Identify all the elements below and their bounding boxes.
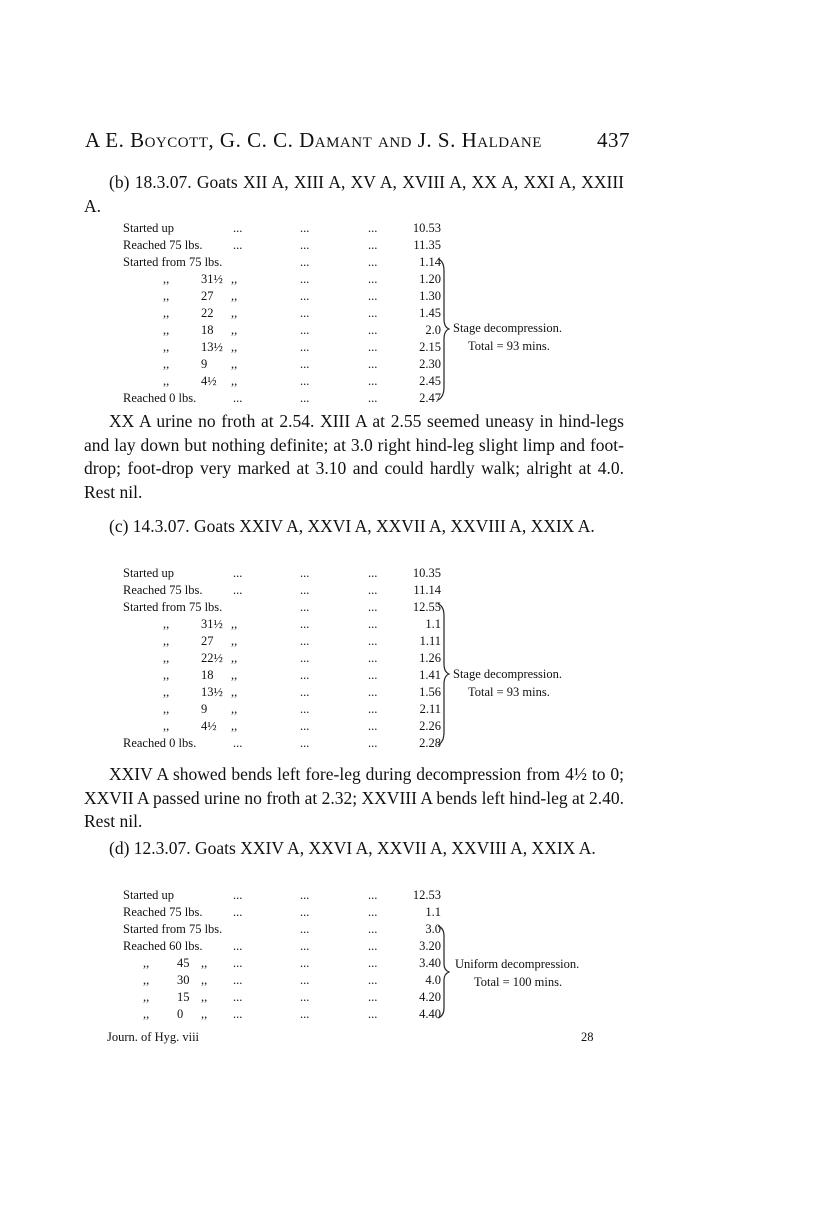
leader-dots: ...	[368, 600, 378, 614]
section-d-heading: (d) 12.3.07. Goats XXIV A, XXVI A, XXVII A, XXVIII A, XXIX A.	[109, 838, 596, 858]
leader-dots: ...	[300, 306, 310, 320]
row-depth: 15	[177, 990, 190, 1004]
row-time: 1.41	[419, 668, 441, 682]
section-b-paragraph: XX A urine no froth at 2.54. XIII A at 2.55 seemed uneasy in hind-legs and lay down but nothing definite; at 3.0 right hind-leg slight limp and foot-drop; foot-drop very marked at 3.10 and could hardly walk; alright at 4.0. Rest nil.	[84, 411, 624, 502]
row-time: 1.56	[419, 685, 441, 699]
section-b-note-total: Total = 93 mins.	[468, 339, 550, 353]
section-c-note-total: Total = 93 mins.	[468, 685, 550, 699]
section-d-brace	[436, 924, 450, 1020]
leader-dots: ...	[300, 634, 310, 648]
leader-dots: ...	[300, 340, 310, 354]
ditto-mark: ,,	[163, 668, 170, 682]
row-depth: 22½	[201, 651, 223, 665]
row-time: 1.26	[419, 651, 441, 665]
leader-dots: ...	[233, 736, 243, 750]
leader-dots: ...	[368, 668, 378, 682]
leader-dots: ...	[233, 888, 243, 902]
row-label: Started up	[123, 888, 175, 902]
leader-dots: ...	[300, 990, 310, 1004]
leader-dots: ...	[300, 973, 310, 987]
leader-dots: ...	[233, 939, 243, 953]
row-label: Started up	[123, 566, 175, 580]
section-d-note-method: Uniform decompression.	[455, 957, 580, 971]
ditto-mark: ,,	[163, 634, 170, 648]
ditto-mark: ,,	[201, 990, 208, 1004]
section-b-brace	[436, 257, 450, 402]
leader-dots: ...	[300, 685, 310, 699]
leader-dots: ...	[368, 306, 378, 320]
leader-dots: ...	[300, 1007, 310, 1021]
ditto-mark: ,,	[231, 272, 238, 286]
header-authors: A E. Boycott, G. C. C. Damant and J. S. Haldane	[85, 128, 542, 152]
row-depth: 30	[177, 973, 190, 987]
row-time: 2.28	[419, 736, 441, 750]
row-time: 12.55	[412, 600, 441, 614]
row-depth: 31½	[201, 272, 223, 286]
leader-dots: ...	[233, 583, 243, 597]
footer-signature: 28	[581, 1030, 594, 1044]
row-depth: 0	[177, 1007, 184, 1021]
section-b-heading: (b) 18.3.07. Goats XII A, XIII A, XV A, XVIII A, XX A, XXI A, XXIII A.	[84, 172, 624, 216]
ditto-mark: ,,	[143, 973, 150, 987]
leader-dots: ...	[368, 1007, 378, 1021]
leader-dots: ...	[233, 905, 243, 919]
ditto-mark: ,,	[231, 617, 238, 631]
row-label: Reached 0 lbs.	[123, 736, 197, 750]
ditto-mark: ,,	[231, 289, 238, 303]
ditto-mark: ,,	[231, 651, 238, 665]
row-depth: 27	[201, 289, 214, 303]
row-time: 3.40	[419, 956, 441, 970]
row-depth: 27	[201, 634, 214, 648]
row-depth: 45	[177, 956, 190, 970]
leader-dots: ...	[368, 617, 378, 631]
row-time: 1.1	[425, 617, 441, 631]
leader-dots: ...	[368, 973, 378, 987]
row-depth: 4½	[201, 374, 217, 388]
leader-dots: ...	[368, 583, 378, 597]
leader-dots: ...	[368, 289, 378, 303]
row-depth: 31½	[201, 617, 223, 631]
row-time: 11.35	[413, 238, 441, 252]
leader-dots: ...	[300, 888, 310, 902]
row-time: 1.30	[419, 289, 441, 303]
leader-dots: ...	[233, 1007, 243, 1021]
leader-dots: ...	[233, 973, 243, 987]
ditto-mark: ,,	[231, 719, 238, 733]
row-time: 4.40	[419, 1007, 441, 1021]
leader-dots: ...	[368, 238, 378, 252]
row-label: Started from 75 lbs.	[123, 922, 223, 936]
row-time: 1.1	[425, 905, 441, 919]
ditto-mark: ,,	[231, 702, 238, 716]
leader-dots: ...	[233, 566, 243, 580]
leader-dots: ...	[368, 702, 378, 716]
section-c-paragraph: XXIV A showed bends left fore-leg during decompression from 4½ to 0; XXVII A passed urine no froth at 2.32; XXVIII A bends left hind-leg at 2.40. Rest nil.	[84, 764, 624, 831]
leader-dots: ...	[368, 221, 378, 235]
section-c-heading: (c) 14.3.07. Goats XXIV A, XXVI A, XXVII A, XXVIII A, XXIX A.	[109, 516, 595, 536]
leader-dots: ...	[368, 634, 378, 648]
leader-dots: ...	[368, 956, 378, 970]
leader-dots: ...	[300, 289, 310, 303]
leader-dots: ...	[368, 566, 378, 580]
leader-dots: ...	[300, 323, 310, 337]
row-time: 3.0	[425, 922, 441, 936]
row-time: 1.14	[419, 255, 441, 269]
row-depth: 9	[201, 702, 208, 716]
leader-dots: ...	[368, 651, 378, 665]
leader-dots: ...	[300, 719, 310, 733]
leader-dots: ...	[300, 651, 310, 665]
row-time: 11.14	[413, 583, 441, 597]
leader-dots: ...	[233, 990, 243, 1004]
section-c-note-method: Stage decompression.	[453, 667, 563, 681]
leader-dots: ...	[368, 357, 378, 371]
row-time: 2.47	[419, 391, 441, 405]
row-depth: 18	[201, 668, 214, 682]
leader-dots: ...	[368, 939, 378, 953]
leader-dots: ...	[300, 922, 310, 936]
ditto-mark: ,,	[163, 323, 170, 337]
section-c-brace	[436, 602, 450, 747]
ditto-mark: ,,	[231, 668, 238, 682]
ditto-mark: ,,	[163, 272, 170, 286]
row-time: 2.45	[419, 374, 441, 388]
row-time: 10.53	[412, 221, 441, 235]
ditto-mark: ,,	[163, 374, 170, 388]
leader-dots: ...	[300, 905, 310, 919]
row-time: 4.20	[419, 990, 441, 1004]
ditto-mark: ,,	[163, 651, 170, 665]
row-label: Started up	[123, 221, 175, 235]
row-time: 10.35	[412, 566, 441, 580]
ditto-mark: ,,	[143, 990, 150, 1004]
ditto-mark: ,,	[231, 634, 238, 648]
leader-dots: ...	[368, 391, 378, 405]
row-time: 3.20	[419, 939, 441, 953]
leader-dots: ...	[300, 221, 310, 235]
running-header	[85, 128, 630, 153]
row-label: Reached 0 lbs.	[123, 391, 197, 405]
row-time: 1.20	[419, 272, 441, 286]
leader-dots: ...	[300, 272, 310, 286]
leader-dots: ...	[368, 990, 378, 1004]
ditto-mark: ,,	[231, 340, 238, 354]
row-time: 2.26	[419, 719, 441, 733]
leader-dots: ...	[300, 357, 310, 371]
row-label: Reached 60 lbs.	[123, 939, 203, 953]
leader-dots: ...	[300, 617, 310, 631]
leader-dots: ...	[368, 905, 378, 919]
leader-dots: ...	[300, 583, 310, 597]
leader-dots: ...	[300, 736, 310, 750]
ditto-mark: ,,	[231, 374, 238, 388]
leader-dots: ...	[300, 702, 310, 716]
row-label: Reached 75 lbs.	[123, 238, 203, 252]
row-depth: 13½	[201, 340, 223, 354]
leader-dots: ...	[300, 600, 310, 614]
leader-dots: ...	[300, 255, 310, 269]
leader-dots: ...	[368, 272, 378, 286]
row-time: 1.45	[419, 306, 441, 320]
leader-dots: ...	[300, 668, 310, 682]
section-b-note-method: Stage decompression.	[453, 321, 563, 335]
leader-dots: ...	[368, 719, 378, 733]
row-time: 2.11	[419, 702, 441, 716]
row-depth: 4½	[201, 719, 217, 733]
row-depth: 9	[201, 357, 208, 371]
ditto-mark: ,,	[231, 357, 238, 371]
row-depth: 18	[201, 323, 214, 337]
ditto-mark: ,,	[163, 357, 170, 371]
row-time: 2.0	[425, 323, 441, 337]
ditto-mark: ,,	[231, 306, 238, 320]
leader-dots: ...	[368, 922, 378, 936]
ditto-mark: ,,	[143, 956, 150, 970]
row-time: 4.0	[425, 973, 441, 987]
leader-dots: ...	[368, 736, 378, 750]
leader-dots: ...	[368, 888, 378, 902]
ditto-mark: ,,	[201, 956, 208, 970]
ditto-mark: ,,	[163, 719, 170, 733]
ditto-mark: ,,	[163, 289, 170, 303]
ditto-mark: ,,	[231, 323, 238, 337]
row-label: Started from 75 lbs.	[123, 255, 223, 269]
ditto-mark: ,,	[163, 617, 170, 631]
row-label: Reached 75 lbs.	[123, 583, 203, 597]
leader-dots: ...	[300, 391, 310, 405]
leader-dots: ...	[300, 956, 310, 970]
row-depth: 13½	[201, 685, 223, 699]
footer-journal: Journ. of Hyg. viii	[107, 1030, 200, 1044]
leader-dots: ...	[368, 255, 378, 269]
ditto-mark: ,,	[143, 1007, 150, 1021]
ditto-mark: ,,	[163, 306, 170, 320]
leader-dots: ...	[233, 391, 243, 405]
leader-dots: ...	[233, 238, 243, 252]
leader-dots: ...	[300, 238, 310, 252]
leader-dots: ...	[300, 939, 310, 953]
ditto-mark: ,,	[163, 340, 170, 354]
leader-dots: ...	[368, 374, 378, 388]
row-time: 2.30	[419, 357, 441, 371]
ditto-mark: ,,	[201, 1007, 208, 1021]
page-number: 437	[597, 128, 630, 152]
leader-dots: ...	[300, 374, 310, 388]
section-d-note-total: Total = 100 mins.	[474, 975, 563, 989]
row-time: 12.53	[412, 888, 441, 902]
leader-dots: ...	[233, 956, 243, 970]
ditto-mark: ,,	[201, 973, 208, 987]
ditto-mark: ,,	[231, 685, 238, 699]
row-time: 1.11	[419, 634, 441, 648]
leader-dots: ...	[368, 323, 378, 337]
row-label: Started from 75 lbs.	[123, 600, 223, 614]
row-time: 2.15	[419, 340, 441, 354]
leader-dots: ...	[368, 685, 378, 699]
row-depth: 22	[201, 306, 214, 320]
leader-dots: ...	[368, 340, 378, 354]
ditto-mark: ,,	[163, 685, 170, 699]
ditto-mark: ,,	[163, 702, 170, 716]
row-label: Reached 75 lbs.	[123, 905, 203, 919]
leader-dots: ...	[300, 566, 310, 580]
leader-dots: ...	[233, 221, 243, 235]
